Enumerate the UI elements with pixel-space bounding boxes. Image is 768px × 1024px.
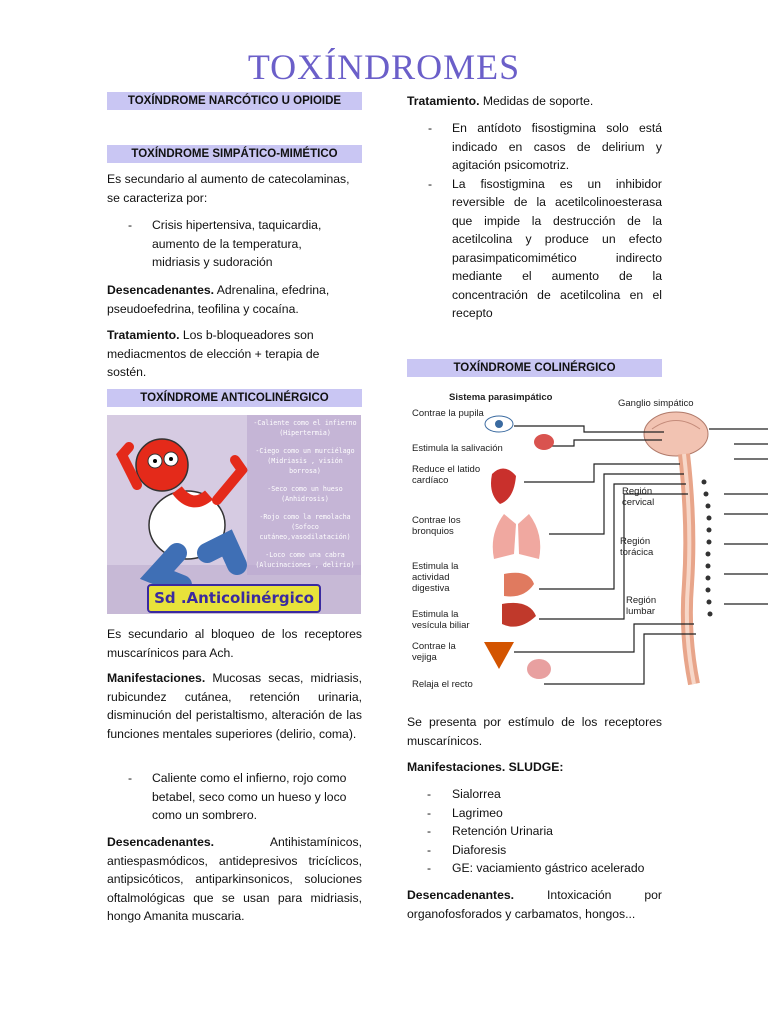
triggers-text: Adrenalina, efedrina, pseudoefedrina, teofilina y cocaína.: [107, 283, 330, 316]
anticolinergic-mnemonic: -Caliente como el infierno (Hipertermia) -Ciego como un murciélago (Midriasis , visión borrosa) -Seco como un hueso (Anhidrosis) -Rojo como la remolacha (Sofoco cutáneo,vasodilatación) -Loco como una cabra (Alucinaciones , delirio): [253, 419, 357, 569]
region-label: Región cervical: [622, 486, 655, 508]
triggers-label: Desencadenantes.: [407, 888, 515, 902]
colinergico-intro: Se presenta por estímulo de los receptores muscarínicos.: [407, 715, 662, 748]
list-item: - Sialorrea: [427, 787, 501, 801]
triggers-text: Intoxicación por organofosforados y carbamatos, hongos...: [407, 888, 662, 921]
manifestations-label: Manifestaciones.: [107, 671, 206, 685]
anticolinergico-intro: Es secundario al bloqueo de los receptores muscarínicos para Ach.: [107, 627, 362, 660]
anticolinergico-bullets: [107, 769, 362, 825]
parasympathetic-diagram: [404, 384, 768, 696]
treatment-label: Tratamiento.: [407, 94, 480, 108]
simpatico-header: TOXÍNDROME SIMPÁTICO-MIMÉTICO: [107, 145, 362, 163]
colinergico-manifestations: Manifestaciones. SLUDGE:: [407, 760, 564, 774]
organ-label: Contrae los bronquios: [412, 515, 461, 537]
colinergico-triggers: [407, 886, 662, 923]
list-item: - La fisostigmina es un inhibidor reversible de la acetilcolinoesterasa que impide la destrucción de la acetilcolina y produce un efecto parasimpaticomimético indirecto mediante el aumento de la concentración de acetilcolina en el recepto: [428, 176, 662, 320]
treatment-bullets: [407, 119, 662, 323]
simpatico-treatment: [107, 326, 357, 382]
organ-label: Contrae la pupila: [412, 408, 484, 419]
anticolinergico-triggers: [107, 833, 362, 926]
anticolinergic-illustration: [107, 415, 361, 614]
colinergico-header: TOXÍNDROME COLINÉRGICO: [407, 359, 662, 377]
treatment-text: Los b-bloqueadores son mediacmentos de elección + terapia de sostén.: [107, 328, 320, 379]
organ-label: Contrae la vejiga: [412, 641, 456, 663]
anticolinergico-treatment: [407, 92, 662, 111]
narcotic-header: TOXÍNDROME NARCÓTICO U OPIOIDE: [107, 92, 362, 110]
page-title: TOXÍNDROMES: [247, 47, 521, 87]
list-item: - En antídoto fisostigmina solo está indicado en casos de delirium y agitación psicomotriz.: [428, 121, 662, 172]
anticolinergico-manifestations: [107, 669, 362, 743]
diagram-title: Sistema parasimpático: [449, 392, 553, 403]
region-label: Región torácica: [620, 536, 654, 558]
list-item: - Caliente como el infierno, rojo como betabel, seco como un hueso y loco como un sombrero.: [128, 771, 347, 822]
sludge-list: [407, 785, 662, 878]
anticolinergic-banner: Sd .Anticolinérgico: [147, 584, 321, 613]
treatment-label: Tratamiento.: [107, 328, 180, 342]
simpatico-bullets: [107, 216, 347, 272]
organ-label: Estimula la salivación: [412, 443, 503, 454]
simpatico-intro: Es secundario al aumento de catecolaminas, se caracteriza por:: [107, 172, 350, 205]
simpatico-triggers: [107, 281, 357, 318]
list-item: - Lagrimeo: [427, 805, 503, 820]
triggers-label: Desencadenantes.: [107, 835, 215, 849]
list-item: - GE: vaciamiento gástrico acelerado: [427, 861, 645, 875]
treatment-text: Medidas de soporte.: [482, 94, 594, 108]
organ-label: Estimula la vesícula biliar: [412, 609, 470, 631]
list-item: - Diaforesis: [427, 842, 507, 857]
organ-label: Reduce el latido cardíaco: [412, 464, 481, 486]
organ-label: Estimula la actividad digestiva: [412, 561, 459, 594]
triggers-text: Antihistamínicos, antiespasmódicos, antidepresivos tricíclicos, antipsicóticos, antiparkinsonicos, soluciones oftalmológicas que se usan para midriasis, hongo Amanita muscaria.: [107, 835, 362, 923]
region-label: Región lumbar: [626, 595, 657, 617]
ganglio-label: Ganglio simpático: [618, 398, 694, 409]
triggers-label: Desencadenantes.: [107, 283, 215, 297]
organ-label: Relaja el recto: [412, 679, 473, 690]
manifestations-text: Mucosas secas, midriasis, rubicundez cutánea, retención urinaria, disminución del peristaltismo, alteración de las funciones mentales superiores (delirio, coma).: [107, 671, 362, 741]
anticolinergico-header: TOXÍNDROME ANTICOLINÉRGICO: [107, 389, 362, 407]
list-item: - Retención Urinaria: [427, 824, 553, 838]
list-item: - Crisis hipertensiva, taquicardia, aumento de la temperatura, midriasis y sudoración: [128, 218, 322, 269]
